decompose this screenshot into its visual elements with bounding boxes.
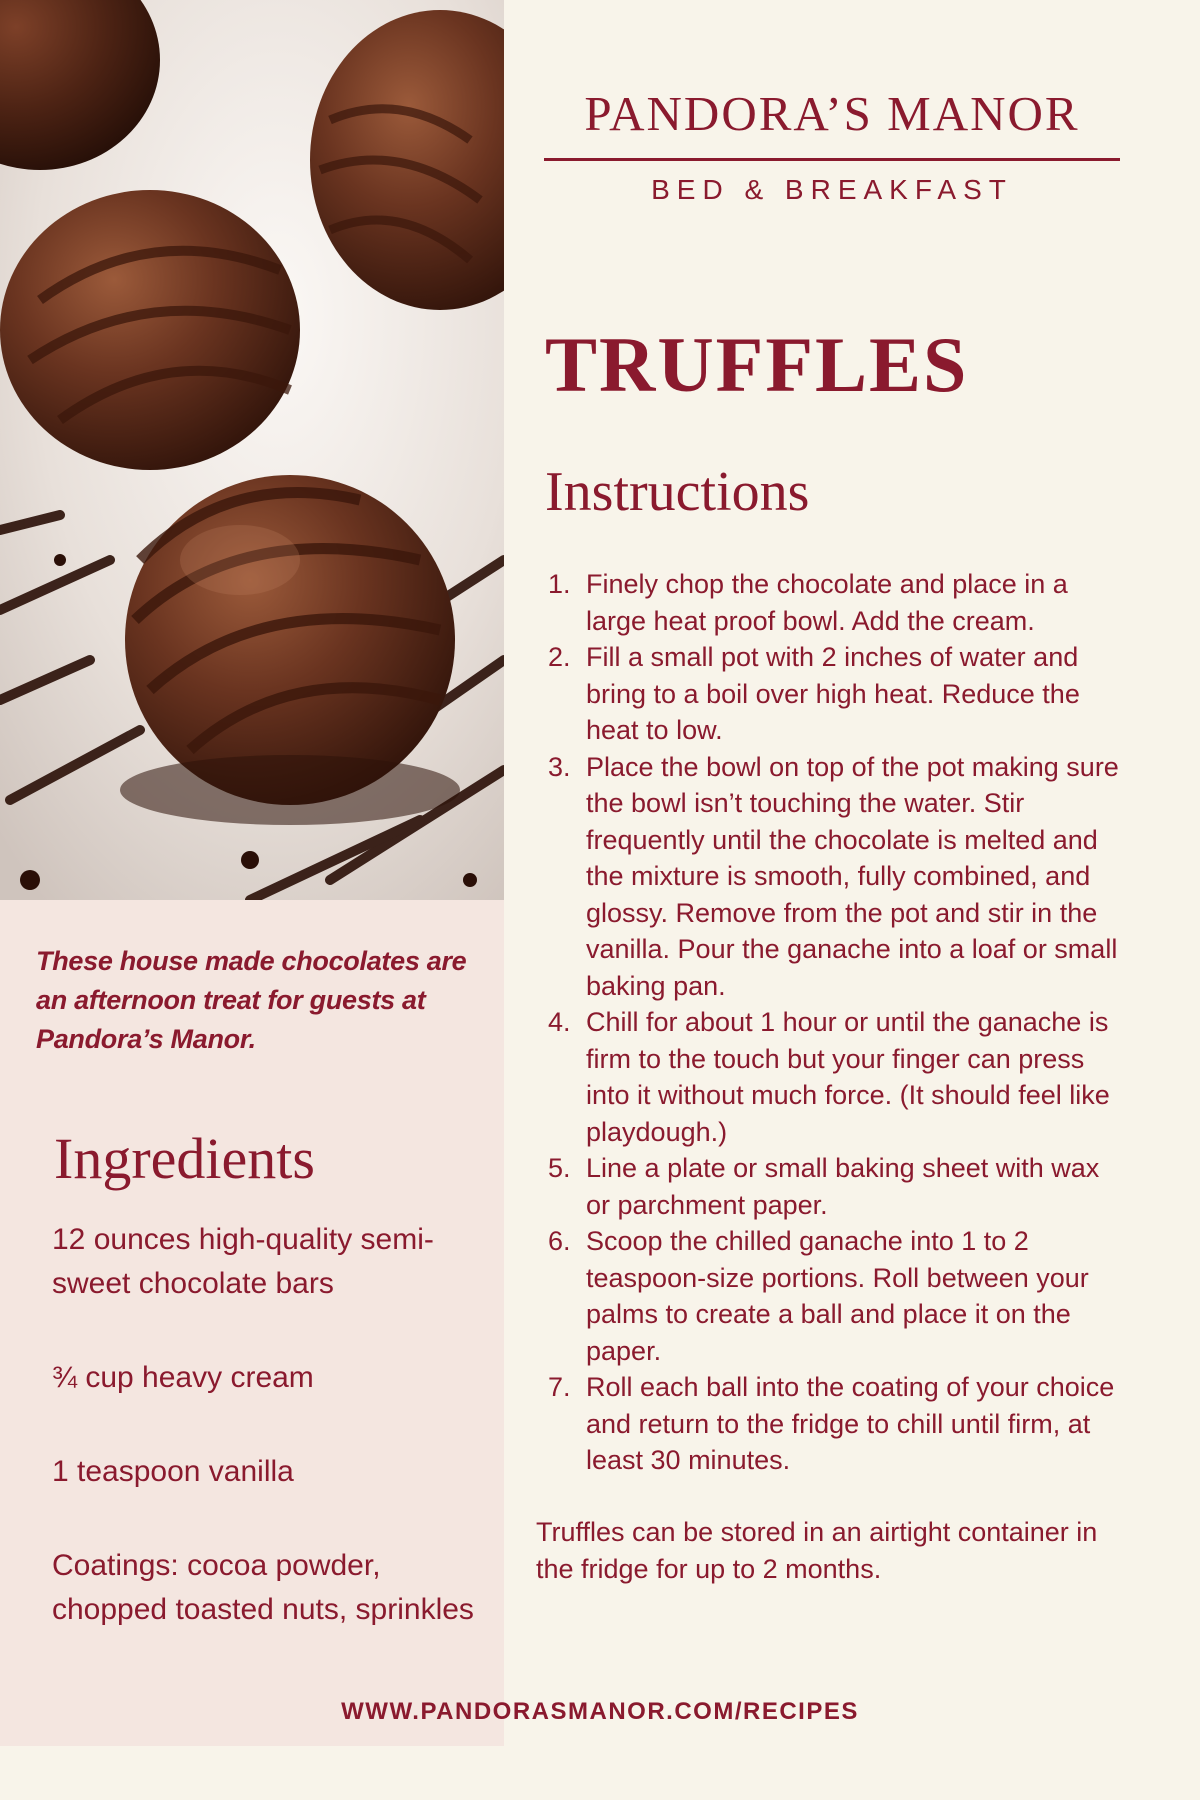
- brand-name: PANDORA’S MANOR: [584, 86, 1080, 141]
- instruction-step: [548, 1150, 1128, 1223]
- instruction-step: [548, 749, 1128, 1005]
- recipe-title: TRUFFLES: [545, 321, 969, 408]
- truffles-photo: [0, 0, 504, 900]
- instruction-step: [548, 566, 1128, 639]
- step-number: 7.: [548, 1372, 571, 1402]
- instructions-heading: Instructions: [545, 461, 810, 523]
- instruction-step: [548, 639, 1128, 749]
- brand-divider: [544, 158, 1120, 161]
- instruction-step: [548, 1369, 1128, 1479]
- step-number: 6.: [548, 1226, 571, 1256]
- step-number: 4.: [548, 1007, 571, 1037]
- ingredient-item: Coatings: cocoa powder, chopped toasted nuts, sprinkles: [52, 1549, 474, 1626]
- brand-subtitle: BED & BREAKFAST: [651, 174, 1013, 205]
- ingredient-item: ¾ cup heavy cream: [52, 1361, 314, 1394]
- step-text: Chill for about 1 hour or until the ganache is firm to the touch but your finger can press into it without much force. (It should feel like playdough.): [586, 1007, 1110, 1147]
- storage-note: Truffles can be stored in an airtight container in the fridge for up to 2 months.: [536, 1517, 1098, 1584]
- step-number: 2.: [548, 642, 571, 672]
- ingredient-item: 1 teaspoon vanilla: [52, 1455, 294, 1488]
- instruction-step: [548, 1223, 1128, 1369]
- step-number: 1.: [548, 569, 571, 599]
- left-info-panel: [0, 900, 504, 1746]
- step-text: Finely chop the chocolate and place in a large heat proof bowl. Add the cream.: [586, 569, 1068, 636]
- tagline: These house made chocolates are an afternoon treat for guests at Pandora’s Manor.: [36, 946, 467, 1054]
- step-text: Place the bowl on top of the pot making sure the bowl isn’t touching the water. Stir frequently until the chocolate is melted and the mixture is smooth, fully combined, and glossy. Remove from the pot and stir in the vanilla. Pour the ganache into a loaf or small baking pan.: [586, 751, 1119, 1001]
- ingredient-item: 12 ounces high-quality semi-sweet chocolate bars: [52, 1223, 434, 1300]
- ingredients-heading: Ingredients: [54, 1126, 315, 1191]
- step-number: 3.: [548, 751, 571, 782]
- website-link[interactable]: WWW.PANDORASMANOR.COM/RECIPES: [341, 1698, 859, 1725]
- step-text: Line a plate or small baking sheet with wax or parchment paper.: [586, 1153, 1100, 1220]
- step-text: Fill a small pot with 2 inches of water and bring to a boil over high heat. Reduce the heat to low.: [586, 642, 1080, 745]
- instruction-step: [548, 1004, 1128, 1150]
- instructions-list: [548, 566, 1128, 1479]
- ingredients-list: [52, 1218, 482, 1682]
- step-text: Roll each ball into the coating of your choice and return to the fridge to chill until firm, at least 30 minutes.: [586, 1372, 1115, 1475]
- step-number: 5.: [548, 1153, 571, 1183]
- step-text: Scoop the chilled ganache into 1 to 2 teaspoon-size portions. Roll between your palms to create a ball and place it on the paper.: [586, 1226, 1089, 1366]
